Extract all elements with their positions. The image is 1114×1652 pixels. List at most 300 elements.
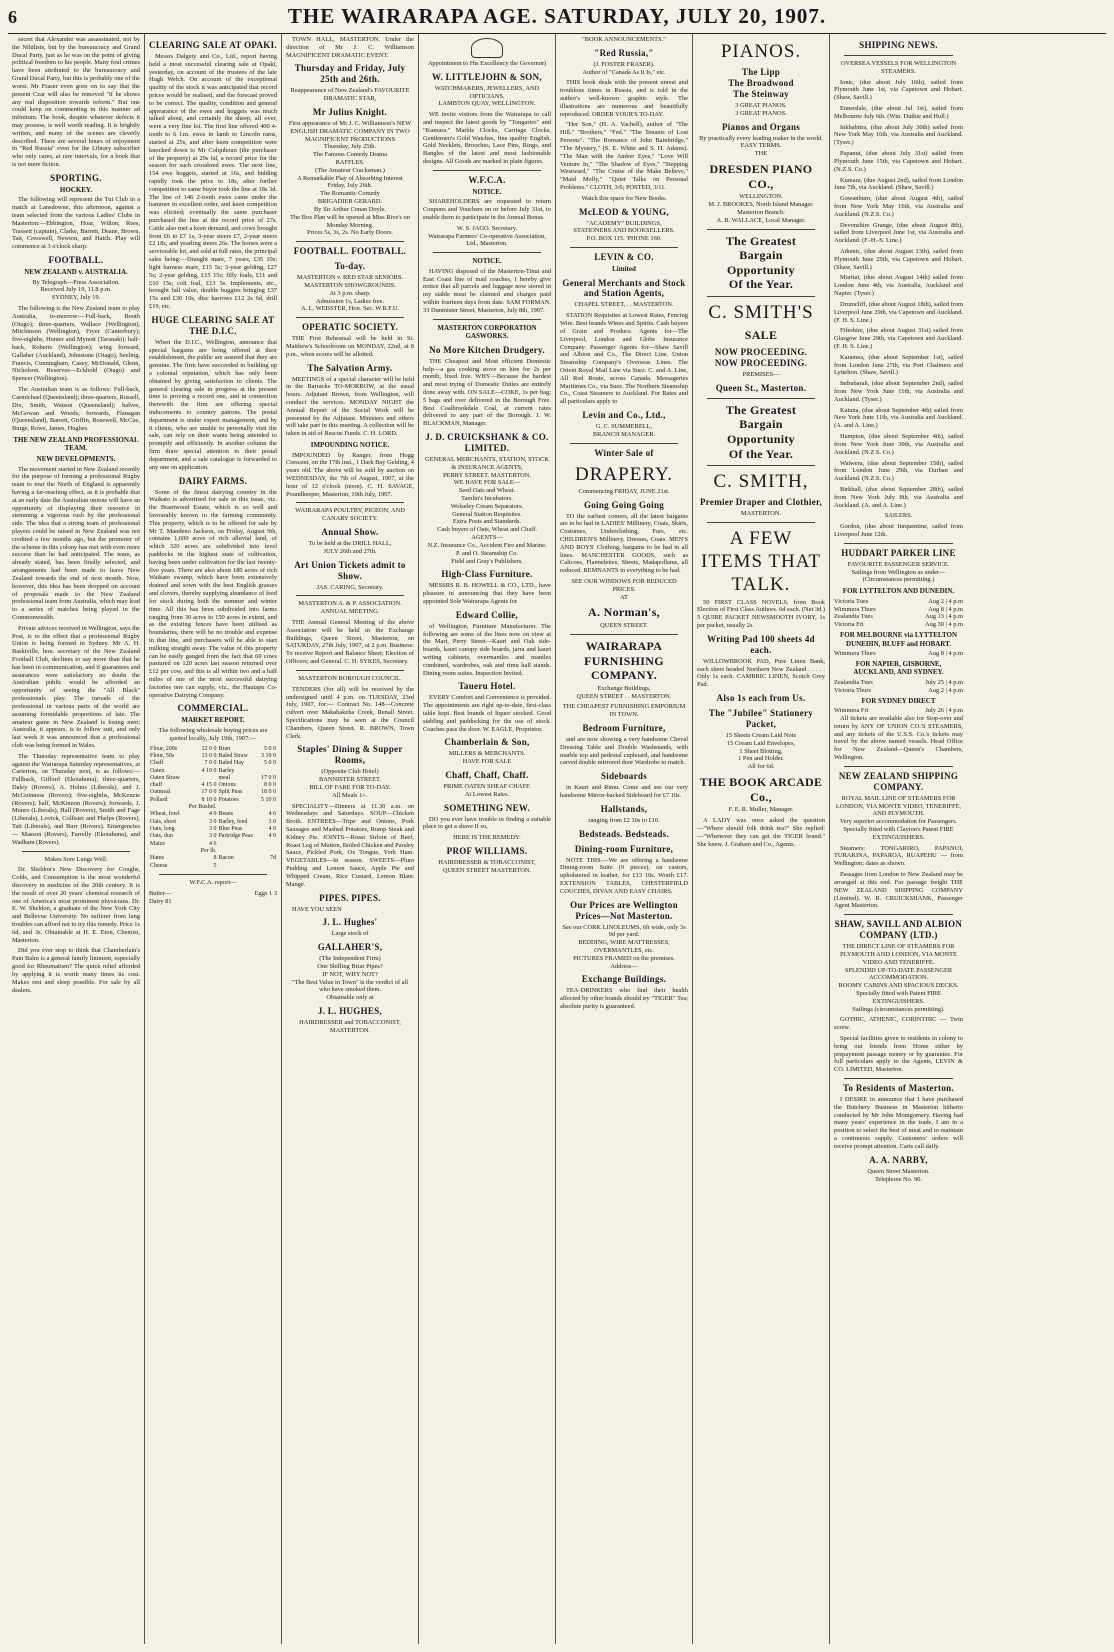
article-text: NOTE THIS.—We are offering a handsome Dining-room Suite (9 pieces), on castors, upholstered in leather, for £13 10s. Worth £17. EXTENSION TABLES, CHESTERFIELD COUCHES, DIVAN AND EASY CHAIRS.	[560, 856, 688, 895]
article-text: The following will represent the Tui Club in a match at Lansdowne, this afternoon, against a team selected from the various Ladies' Clubs in Masterton:—Ebbington, Hoar, Wilton, Rees, Trassett (captain), Clarke, Barrett, Deane, Brown, Tait, Cresswell, Newton, and Hatch. Play will commence at 3 o'clock sharp.	[12, 196, 140, 251]
headline: PIANOS.	[720, 41, 802, 62]
table-cell: Pollard	[150, 796, 168, 803]
subheading: NEW DEVELOPMENTS.	[36, 455, 116, 463]
table-cell: 5	[213, 862, 217, 869]
centered-text: MASTERTON.	[740, 510, 782, 518]
centered-text: SEE OUR WINDOWS FOR REDUCED PRICES. AT	[571, 578, 677, 601]
divider	[844, 766, 953, 767]
royal-crest-icon	[471, 38, 503, 58]
article-text: HAVE YOU SEEN	[292, 905, 342, 913]
subheading: MASTERTON CORPORATION GASWORKS.	[437, 323, 537, 341]
divider	[433, 319, 541, 320]
table-cell: 4 0	[268, 833, 276, 840]
listing-line	[834, 707, 963, 715]
listing-right: Aug 13 | 4 p.m	[924, 613, 963, 621]
table-cell: chaff	[150, 782, 163, 789]
table-cell: 3 10 0	[261, 752, 276, 759]
divider	[570, 443, 678, 444]
article-text: WILLOWBROOK PAD, Pure Linen Bank, each sheet headed Northern New Zealand . . . . . Only 1s each. CAMBRIC LINEN, Scotch Grey Pad.	[697, 657, 825, 689]
listing-line	[834, 606, 963, 614]
headline: COMMERCIAL.	[177, 703, 249, 714]
headline: A. Norman's,	[588, 605, 660, 620]
article-text: Ionic, (due about July 16th), sailed from Plymouth June 1st, via Capetown and Hobart. (Shaw, Savill.)	[834, 78, 963, 102]
subheading: NOTICE.	[472, 187, 502, 196]
listing-right: Aug 8 | 4 p.m	[928, 650, 963, 658]
headline: J. L. HUGHES,	[317, 1005, 383, 1016]
subheading: Limited	[612, 264, 636, 273]
article-text: HAVING disposed of the Masterton-Tinui and East Coast line of mail coaches, I hereby give notice that all parcels and luggage now stored in my stable must be claimed and charges paid within fourteen days from date. SAM FORMAN. 33 Dunmister Street, Masterton, July 8th, 1907.	[423, 267, 551, 314]
table-row	[149, 841, 277, 848]
centered-text: G. C. SUMMERELL, BRANCH MANAGER.	[592, 422, 656, 438]
table-cell	[217, 804, 258, 811]
table-cell	[258, 804, 277, 811]
table-row	[149, 753, 277, 760]
table-cell	[258, 841, 277, 848]
centered-text: Large stock of	[331, 930, 369, 938]
headline: The Greatest Bargain Opportunity Of the Year.	[725, 233, 797, 292]
table-row	[149, 789, 277, 796]
centered-text: W.F.C.A. report—	[189, 878, 237, 886]
table-cell: Partridge Peas	[218, 833, 253, 840]
table-row	[149, 848, 277, 855]
headline: The Salvation Army.	[307, 362, 393, 373]
centered-text: F. E. R. Muller, Manager.	[728, 806, 794, 814]
centered-text: W. S. JAGO. Secretary. Wairarapa Farmers' Co-operative Association, Ltd., Masterton.	[428, 224, 546, 248]
page-number: 6	[8, 7, 17, 27]
article-text: in Kauri and Rimu. Come and see our very handsome Mirror-backed Sideboard for £7 10s.	[560, 784, 688, 800]
article-text: Papanui, (due about July 31st) sailed from Plymouth June 15th, via Capetown and Hobart. (N.Z.S. Co.)	[834, 150, 963, 173]
headline: C. SMITH'S	[708, 302, 814, 324]
table-row	[149, 760, 277, 767]
article-text: I DESIRE to announce that I have purchased the Butchery Business in Masterton hitherto conducted by Mr John Montgomery. Having had many years' experience in the trade, I am in a position to select the best of meat and to maintain a continuous supply. Customers' orders will receive prompt attention. Carts call daily.	[834, 1096, 963, 1150]
centered-text: By Telegraph—Press Association. Received July 19, 11.8 p.m. SYDNEY, July 19.	[32, 278, 120, 302]
centered-text: ranging from £2 10s to £10.	[588, 816, 660, 824]
table-cell: meal	[218, 774, 231, 781]
table-cell: 4 6	[268, 811, 276, 818]
divider	[296, 241, 404, 242]
divider	[296, 595, 404, 596]
table-row	[149, 819, 277, 826]
headline: NOW PROCEEDING. NOW PROCEEDING.	[714, 346, 808, 368]
article-text: WE invite visitors from the Wairarapa to call and inspect the latest goods by "Tongariro" and "Kumara." Marble Clocks, Carriage Clocks, Gentlemen's Gold Watches, fine quality English. Gold Necklets, Brooches, Lace Pins, Rings, and Bangles of the latest and most fashionable designs. All Goods are marked in plain figures.	[423, 111, 551, 166]
centered-text: PRIME OATEN SHEAF CHAFF. At Lowest Rates.	[443, 783, 531, 798]
article-text: Steamers: TONGARIRO, PAPANUI, TURAKINA, PAPAROA, RUAPEHU — from Wellington; dates as shown.	[834, 844, 963, 868]
divider	[296, 502, 404, 503]
table-cell: Cheese	[150, 862, 168, 869]
headline: The Greatest Bargain Opportunity Of the Year.	[725, 402, 797, 461]
headline: DRESDEN PIANO CO.,	[709, 162, 813, 191]
headline: No More Kitchen Drudgery.	[429, 344, 545, 355]
listing-right: July 26 | 4 p.m	[925, 707, 963, 715]
article-text: STATION Requisites at Lowest Rates, Fencing Wire. Best brands Wines and Spirits. Cash buyers of Grain and Produce. Agents for—The Liverpool, London and Globe Insurance Company. Passenger Agents for—Shaw Savill and Albion and Co., The Direct Line. Union Steamship Company's Overseas Lines. The Orient Royal Mail Line via Suez. C. and A. Line, All Red Route, across Canada. Messageries Maritimes Co., via Suez. The Northern Steamship Co., Coast Steamers to Auckland. For Rates and all particulars apply to	[560, 312, 688, 406]
headline: Annual Show.	[321, 527, 379, 538]
table-cell: Maize	[150, 840, 165, 847]
article-text: secret that Alexander was assassinated, not by the Nihilists, but by the bureaucracy and Grand Ducal Party, just as he was on the point of giving political freedom to his people. Many foul crimes have been attributed to the bureaucracy and Grand Ducal Party, but this is probably one of the worst. Mr Fraser even goes on to say that the present Czar will also be removed "if he shows any real disposition towards reform." But one could keep on commenting in this manner ad infinitum. The book, despite whatever defects it may possess, is well worth reading. It is brightly written, and many of the scenes are cleverly described. There are several hours of enjoyment in "Red Russia" even for the Library subscriber who only cares, at rare intervals, for a book that is not mere fiction.	[12, 36, 140, 168]
listing-line	[834, 679, 963, 687]
table-cell: 18 0 0	[261, 789, 276, 796]
article-text: Dr. Sheldon's New Discovery for Coughs, Colds, and Consumption is the most wonderful discovery in medicine of the 20th century. It is the result of over 20 years' chemical research of one of America's most prominent physicians. Dr. E. W. Sheldon, a graduate of the New York City and Bellevue University. No sufferer from lung troubles can afford not to try this remedy. Price 1s 6d, and 3s. Obtainable at H. E. Eton, Chemist, Masterton.	[12, 866, 140, 944]
table-cell: Wheat, fowl	[150, 811, 180, 818]
centered-text: QUEEN STREET.	[600, 622, 648, 630]
headline: Thursday and Friday, July 25th and 26th.	[294, 63, 406, 85]
column-3	[282, 34, 419, 1644]
divider	[707, 465, 815, 466]
headline: GALLAHER'S,	[317, 942, 383, 953]
table-cell: Hams	[150, 855, 164, 862]
listing-right: Aug 2 | 4 p.m	[928, 597, 963, 605]
centered-text: See our CORK LINOLEUMS, 6ft wide, only 3s 9d per yard. BEDDING, WIRE MATTRESSES, OVERMANTLES, etc. PICTURES FRAMED on the premises. Address—	[562, 923, 686, 970]
listing-right: July 25 | 4 p.m	[925, 678, 963, 686]
table-cell: Onions	[218, 782, 236, 789]
listing-line	[834, 598, 963, 606]
divider	[844, 543, 953, 544]
listing-line	[149, 890, 277, 898]
headline: Also 1s each from Us.	[716, 693, 806, 704]
divider	[844, 914, 953, 915]
centered-text: HERE IS THE REMEDY:	[453, 834, 521, 842]
headline: Chaff, Chaff, Chaff.	[445, 770, 529, 781]
centered-text: OVERSEA VESSELS FOR WELLINGTON STEAMERS.	[840, 59, 957, 75]
centered-text: WELLINGTON. M. J. BROOKES, North Island Manager. Masterton Branch: A. B. WALLACE, Local Manager.	[708, 193, 814, 224]
divider	[707, 398, 815, 399]
table-cell	[184, 775, 217, 782]
headline: J. L. Hughes'	[322, 917, 378, 928]
headline: The Lipp The Broadwood The Steinway	[728, 67, 794, 100]
divider	[707, 296, 815, 297]
headline: Going Going Going	[583, 499, 665, 510]
table-cell	[217, 848, 258, 855]
centered-text: Reappearance of New Zealand's FAVOURITE DRAMATIC STAR,	[290, 87, 410, 103]
centered-text: FAVOURITE PASSENGER SERVICE. Sailings from Wellington as under—(Circumstances permitting.)	[847, 560, 950, 584]
table-row	[149, 833, 277, 840]
table-row	[149, 782, 277, 789]
centered-text: PREMISES—	[742, 370, 780, 378]
headline: C. SMITH,	[713, 471, 809, 493]
article-text: Private advices received in Wellington, says the Post, is to the effect that a professional Rugby Union is being formed in Sydney. Mr A. H. Baskiville, hon. secretary of the New Zealand Football Club, declines to say more than that he has been in communication, and if guarantees and assurances were satisfactory no doubt the Australian public would be afforded an opportunity of seeing the "All Black" professionals play. The inroads of the professional in various parts of the world are assuming formidable proportions of late. The amateur game in New Zealand is losing men; Australia, it appears, is to follow suit, and only last week it was announced that a professional club was being formed in Wales.	[12, 624, 140, 749]
article-text: Inkhabitra, (due about July 30th) sailed from New York May 16th, via Australia and Auckland. (Tyser.)	[834, 123, 963, 147]
article-text: Athenic, (due about August 13th), sailed from Plymouth June 29th, via Capetown and Hobart. (Shaw, Savill.)	[834, 248, 963, 271]
article-text: 50 FIRST CLASS NOVELS, from Book Election of First Class Authors. 6d each. (Net 3d.) 5 QUIRE PACKET NEWSMOOTH IVORY, 1s per packet, usually 2s.	[697, 598, 825, 630]
article-text: Did you ever stop to think that Chamberlain's Pain Balm is a general family liniment, especially good for Rheumatism? The quick relief afforded by applying it is worth many times its cost. Makes rest and sleep possible. For sale by all dealers.	[12, 947, 140, 994]
centered-text: MASTERTON BOROUGH COUNCIL.	[298, 674, 402, 682]
article-text: GOTHIC, ATHENIC, CORINTHIC — Twin screw.	[834, 1016, 963, 1032]
headline: Art Union Tickets admit to Show.	[294, 559, 406, 581]
headline: HUGE CLEARING SALE AT THE D.I.C.	[151, 314, 275, 336]
article-text: Indrabarah, (due about September 2nd), sailed from New York June 11th, via Australia and Auckland. (Tyser.)	[834, 380, 963, 403]
article-text: THE Annual General Meeting of the above Association will be held in the Exchange Buildings, Queen Street, Masterton, on SATURDAY, 27th July, 1907, at 2 p.m. Business: To receive Report and Balance Sheet; Election of Officers; and General. C. H. SYKES, Secretary.	[286, 619, 414, 666]
table-cell: Oaten Straw	[150, 774, 180, 781]
table-cell: Blue Peas	[218, 826, 243, 832]
headline: SHAW, SAVILL AND ALBION COMPANY (LTD.)	[834, 919, 963, 941]
masthead	[8, 4, 1106, 34]
table-cell: 4 0	[208, 811, 217, 818]
table-cell: 5 0 0	[264, 760, 276, 767]
column-7	[830, 34, 967, 1644]
article-text: THE First Rehearsal will be held in St. Matthew's Schoolroom on MONDAY, 22nd, at 8 p.m., when scores will be allotted.	[286, 335, 414, 358]
listing-line	[834, 687, 963, 695]
subheading: IMPOUNDING NOTICE.	[310, 441, 390, 450]
headline: Levin and Co., Ltd.,	[582, 410, 666, 420]
article-text: Special facilities given to residents in colony to bring out friends from Home either by prepayment passage money or by guarantee. For full particulars apply to the Agents, LEVIN & CO. LIMITED, Masterton.	[834, 1035, 963, 1074]
article-text: Messrs Dalgety and Co., Ltd., report having held a most successful clearing sale at Opaki, yesterday, on account of the trustees of the late Hugh Welch. On account of the exceptional quality of the stock it was anticipated that record prices would be realised, and the forecast proved to be correct. The quality, condition and general appearance of the ewes and hoggets was much talked about, and certainly the sheep, all over, were a very fine lot. The first line offered 400 4-tooth to 6 f.m. ewes in lamb to Lincoln rams, started at 25s, and after keen competition were knocked down to Mr Colquhoun (the purchaser of the property) at 29s 6d, a record price for the season for such crossbred ewes. The next line, 154 ewe hoggets, started at 16s, and bidding rapidly took the price to 18s, after further competition to same buyer took the line at 18s 3d. The line of 146 2-tooth ewes came under the hammer in excellent order, and keen competition was elicited; eventually the same purchaser purchased the line at the record price of 27s. Cattle also met a keen demand, and cows brought from £6 to £7 1s, 3-year steers £7, 2-year steers £2 18s, and yearling steers 26s. The horses were a serviceable lot, and sold at full rates, the principal sales being:—Draught mare, 7 years, £35 10s; light harness mare, £15 5s; 3-year gelding, £27 5s; 2-year gelding, £15 15s; filly foals, £11 and £10 15s; colt foal, £13 5s. Implements, etc., brought full value, double buggies bringing £37 15s and £30 10s, disc harrows £12 2s 6d, drill £19, etc.	[149, 52, 277, 310]
centered-text: 3 GREAT PIANOS. 3 GREAT PIANOS.	[735, 102, 787, 117]
centered-text: JAS. CARING, Secretary.	[316, 583, 384, 591]
article-text: Birkhall, (due about September 28th), sailed from New York July 8th, via Australia and Auckland. (A. and A. Line.)	[834, 485, 963, 509]
divider	[296, 317, 404, 318]
table-cell: Chaff	[150, 760, 164, 767]
divider	[296, 670, 404, 671]
article-text: SHAREHOLDERS are requested to return Coupons and Vouchers on or before July 31st, to enable them to participate in the Annual Bonus.	[423, 198, 551, 222]
article-text: TEA-DRINKERS who find their health affected by other brands should try "TIGER" Tea; absolute purity is guaranteed.	[560, 987, 688, 1011]
table-cell: 17 0 0	[261, 774, 276, 781]
column-1	[8, 34, 145, 1644]
headline: Queen St., Masterton.	[715, 382, 807, 393]
article-text: Waiwera, (due about September 15th), sailed from London June 29th, via Durban and Auckland. (N.Z.S. Co.)	[834, 459, 963, 483]
divider	[159, 874, 267, 875]
headline: Dining-room Furniture,	[574, 843, 674, 854]
centered-text: Appointment to His Excellency the Governor)	[427, 60, 547, 67]
table-cell: 4 15 0	[201, 782, 217, 789]
article-text: A LADY was once asked the question—"Where should folk drink tea?" She replied:—"Whenever they can get the TIGER brand." She knew. J. Graham and Co., Agents.	[697, 817, 825, 848]
listing-right: Aug 30 | 4 p.m	[924, 621, 963, 629]
table-row	[149, 797, 277, 804]
headline: SHIPPING NEWS.	[859, 40, 938, 50]
table-cell: 8	[213, 855, 217, 862]
centered-text: ROYAL MAIL LINE OF STEAMERS FOR LONDON, VIA MONTE VIDEO, TENERIFFE, AND PLYMOUTH. Very superior accommodation for Passengers. Specially fitted with Clayton's Patent FIRE EXTINGUISHERS.	[835, 794, 962, 841]
headline: The "Jubilee" Stationery Packet,	[708, 708, 814, 729]
column-2	[145, 34, 282, 1644]
table-cell: 5 0 0	[264, 745, 276, 752]
subheading: NEW ZEALAND v. AUSTRALIA.	[24, 267, 128, 276]
centered-text: Makes Sore Lungs Well.	[44, 855, 108, 863]
listing-left: Wimmera Thurs	[834, 650, 876, 658]
listing-line	[834, 613, 963, 621]
headline: Taueru Hotel.	[458, 681, 516, 692]
headline: LEVIN & CO.	[594, 252, 654, 262]
article-text: Karamea, (due about September 1st), sailed from London June 27th, via Port Chalmers and Lyttelton. (Shaw, Savill.)	[834, 353, 963, 377]
table-cell: Oats, dun	[150, 833, 173, 840]
table-cell: Potatoes	[218, 796, 239, 803]
listing-right: Eggs 1 3	[254, 889, 277, 897]
table-cell: 8 10 0	[201, 796, 217, 803]
centered-text: HAIRDRESSER & TOBACCONIST, QUEEN STREET MASTERTON.	[438, 859, 536, 874]
article-text: Devonshire Grange, (due about August 8th), sailed from Liverpool June 1st, via Australia and Auckland. (F.-H.-S. Line.)	[834, 221, 963, 245]
table-cell: 7 0 0	[204, 760, 217, 767]
headline: PROF WILLIAMS.	[446, 846, 528, 857]
centered-text: Commencing FRIDAY, JUNE 21st.	[578, 487, 670, 495]
article-text: The Thursday representative team to play against the Wairarapa Saturday representatives, at Carterton, on Thursday next, is as follows:—Fullback, Gifford (Ekotahuna); three-quarters, Daley (Rovers), A. Holms (Liberals), and J. McGuinness (Rovers); five-eighths, McKenzie (Rovers); half, McKinnon (Rovers); forwards, J. Munro (Liberals), Hall (Rovers), Smith and Fage (Liberals), Lovick, Collister and Phelps (Rovers), Tait (Liberals), and Burr (Rovers). Emergencies — Masson (Rovers), Farrelly (Ekotahuna), and Wadham (Rovers).	[12, 752, 140, 846]
centered-text: WAIRARAPA POULTRY, PIGEON, AND CANARY SOCIETY.	[295, 507, 405, 523]
headline: DRAPERY.	[575, 463, 673, 485]
article-text: TO the earliest comers, all the latest bargains are to be had in LADIES' Millinery, Coats, Skirts, Costumes, Underclothing, Furs, etc. CHILDREN'S Millinery, Dresses, Coats. MEN'S AND BOYS' Clothing, bargains to be had in all lines. MANCHESTER GOODS, such as Calicoes, Flannelettes, Sheets, Madapollams, all reduced. REMNANTS in everything to be had.	[560, 512, 688, 575]
divider	[570, 634, 678, 635]
table-row	[149, 768, 277, 775]
column-5	[556, 34, 693, 1644]
headline: Staples' Dining & Supper Rooms,	[297, 744, 403, 766]
table-cell: Beans	[218, 811, 234, 818]
headline: A. A. NARBY,	[869, 1154, 928, 1165]
centered-text: THE CHEAPEST FURNISHING EMPORIUM IN TOWN.	[562, 703, 686, 719]
article-text: Fifeshire, (due about August 31st) sailed from Glasgow June 29th, via Capetown and Auckland. (F. H. S. Line.)	[834, 327, 963, 350]
article-text: IMPOUNDED by Ranger, from Hogg Crescent, on the 17th inst., 1 Dark Bay Gelding, 4 years old. The above will be sold by auction on WEDNESDAY, the 7th of August, 1907, at the hour of 12 o'clock (noon). C. H. SAVAGE, Poundkeeper, Masterton, 19th July, 1907.	[286, 451, 414, 498]
article-text: When the D.I.C., Wellington, announce that special bargains are being offered at their establishment, the public are assured that they are genuine. The firm have succeeded in building up a colonial reputation, which has only been obtained by giving satisfaction to clients. The general clearing sale in progress at the present time is proving a record one, and in connection therewith the firm are offering special inducements to country patrons. The postal department is under expert management, and by it clients, who are unable to personally visit the sale, can rely on their wants being attended to promptly and efficiently. In another column the firm draw special attention to their postal department, and a sale catalogue is forwarded to any one on application.	[149, 338, 277, 471]
table-row	[149, 855, 277, 862]
table-cell: 3 0	[208, 826, 217, 832]
listing-left: Zealandia Tues	[834, 613, 873, 621]
headline: To-day.	[334, 261, 366, 272]
article-text: TOWN HALL, MASTERTON. Under the direction of Mr J. C. Williamson MAGNIFICENT DRAMATIC EVENT.	[286, 36, 414, 59]
headline: SPORTING.	[50, 172, 102, 183]
table-cell: Baled Hay	[218, 760, 244, 767]
listing-left: Victoria Tues	[834, 597, 869, 605]
subheading: NOTICE.	[472, 257, 502, 266]
subheading: MARKET REPORT.	[181, 716, 245, 725]
newspaper-title: THE WAIRARAPA AGE. SATURDAY, JULY 20, 1907.	[287, 4, 827, 28]
subheading: FOR SYDNEY DIRECT	[861, 696, 936, 705]
listing-left: Victoria Thurs	[834, 686, 871, 694]
table-cell: 13 0 0	[201, 752, 217, 759]
table-cell: Per Bushel.	[188, 804, 217, 811]
table-cell: 3 0	[208, 818, 217, 825]
centered-text: Exchange Buildings, QUEEN STREET . . MASTERTON.	[576, 684, 672, 700]
listing-line	[834, 621, 963, 629]
headline: Premier Draper and Clothier,	[699, 497, 823, 508]
listing-left: Victoria Fri	[834, 621, 864, 629]
subheading: FOR NAPIER, GISBORNE, AUCKLAND, AND SYDNEY.	[853, 659, 944, 677]
table-row	[149, 775, 277, 782]
headline: CLEARING SALE AT OPAKI.	[149, 40, 277, 50]
listing-left: Butter—	[149, 889, 172, 897]
table-row	[149, 746, 277, 753]
headline: A FEW ITEMS THAT TALK.	[701, 528, 821, 596]
listing-left: Dairy 81	[149, 897, 172, 905]
headline: Hallstands,	[600, 803, 648, 814]
divider	[570, 247, 678, 248]
centered-text: Queen Street Masterton. Telephone No. 90.	[867, 1167, 930, 1183]
table-cell: 3 0	[208, 833, 217, 840]
table-cell	[217, 863, 258, 870]
centered-text: (Opposite Club Hotel) BANNISTER STREET. BILL OF FARE FOR TO-DAY. All Meals 1/-.	[309, 768, 391, 799]
headline: WAIRARAPA FURNISHING COMPANY.	[584, 638, 664, 683]
article-text: DO you ever have trouble in finding a suitable place to get a shave If so,	[423, 815, 551, 831]
headline: Bedsteads. Bedsteads.	[578, 828, 670, 839]
headline: SOMETHING NEW.	[444, 802, 530, 813]
subheading: HOCKEY.	[59, 185, 93, 194]
article-text: THIS book deals with the present unrest and troublous times in Russia, and is told in the author's well-known graphic style. The illustrations are numerous and beautifully reproduced. ORDER YOUR'S TO-DAY.	[560, 79, 688, 118]
article-text: EVERY Comfort and Convenience is provided. The appointments are right up-to-date, first-class table kept. Best brands of liquor stocked. Good stabling and paddocking for the use of stock. Coaches pass the door. W. EAGLE, Proprietor.	[423, 694, 551, 733]
subheading: FOR LYTTELTON AND DUNEDIN.	[842, 587, 955, 596]
centered-text: By practically every leading maker in the world. EASY TERMS. THE	[699, 134, 823, 158]
centered-text: First appearance of Mr J. C. Williamson's NEW ENGLISH DRAMATIC COMPANY IN TWO MAGNIFICENT PRODUCTIONS Thursday, July 25th. The Famous Comedy Drama RAFFLES. (The Amateur Cracksman.) A Remarkable Play of Absorbing Interest Friday, July 26th. The Romantic Comedy BRIGADIER GERARD. By Sir Arthur Conan Doyle. The Box Plan will be opened at Miss Rive's on Monday Morning. Prices 5s, 3s, 2s. No Early Doors.	[288, 119, 412, 237]
article-text: Gowanburn, (due about August 4th), sailed from New York May 16th, via Australia and Auckland. (N.Z.S. Co.)	[834, 195, 963, 218]
table-cell	[258, 768, 277, 775]
table-cell	[258, 848, 277, 855]
table-row	[149, 863, 277, 870]
article-text: The Australian team is as follows: Full-back, Carmichael (Queensland); three-quarters, Russell, Dix, Smith, Watson (Queensland); halves, McGowan and Woods; forwards, Flanagan (Queensland), Barrett, Griffin, Rosewell, McCue, Burge, Rowe, James, Hughes.	[12, 386, 140, 433]
table-cell: 8 0 0	[264, 782, 276, 789]
table-cell	[217, 841, 258, 848]
article-text: Hampton, (due about September 4th), sailed from New York June 30th, via Australia and Auckland. (N.Z.S. Co.)	[834, 433, 963, 456]
article-text: Muritai, (due about August 14th) sailed from London June 4th, via Australia, Auckland and Napier. (Tyser.)	[834, 274, 963, 298]
article-text: MESSRS R. B. HOWELL & CO., LTD., have pleasure in announcing that they have been appointed Sole Wairarapa Agents for	[423, 582, 551, 605]
table-cell: 7d	[270, 855, 276, 862]
headline: NEW ZEALAND SHIPPING COMPANY.	[838, 770, 959, 792]
table-cell: Bran	[218, 745, 231, 752]
table-cell: Oatmeal	[150, 789, 171, 796]
headline: Mr Julius Knight.	[312, 107, 388, 117]
table-cell: 4 10 0	[201, 767, 217, 774]
subheading: FOR MELBOURNE via LYTTELTON DUNEDIN, BLUFF and HOBART.	[839, 631, 958, 648]
columns	[8, 34, 1106, 1644]
headline: McLEOD & YOUNG,	[579, 206, 669, 217]
centered-text: WATCHMAKERS, JEWELLERS, AND OPTICIANS. LAMBTON QUAY, WELLINGTON.	[434, 84, 540, 108]
table-cell: Per lb.	[200, 847, 217, 854]
article-text: SPECIALITY—Dinners at 11.30 a.m. on Wednesdays and Saturdays. SOUP—Chicken Broth. ENTREES—Tripe and Onions, Pork Sausages and Mashed Potatoes, Rump Steak and Kidney Pie. JOINTS—Roast Sirloin of Beef, Roast Leg of Mutton, Boiled Chicken and Parsley Sauce, Pickled Pork, Ox Tongue, York Ham. VEGETABLES—In season. SWEETS—Plum Pudding and Lemon Sauce, Apple Pie and Whipped Cream, Rice Custard, Lemon Blanc Mange.	[286, 802, 414, 888]
headline: Bedroom Furniture,	[582, 723, 666, 734]
table-cell: Oats, short	[150, 818, 176, 825]
table-cell: 5 10 0	[261, 796, 276, 803]
centered-text: CHAPEL STREET, . . MASTERTON.	[574, 301, 674, 309]
article-text: Drumcliff, (due about August 18th), sailed from Liverpool June 29th, via Capetown and Auckland. (F. H. S. Line.)	[834, 300, 963, 324]
listing-line	[149, 898, 277, 906]
divider	[844, 1078, 953, 1079]
table-row	[149, 811, 277, 818]
table-cell: Oats, long	[150, 826, 175, 832]
centered-text: MASTERTON v. RED STAR SENIORS. MASTERTON SHOWGROUNDS. At 3 p.m. sharp. Admission 1s, Ladies free. A. L. WEBSTER, Hon. Sec. W.R.F.U.	[296, 274, 404, 313]
article-text: All tickets are available also for Stop-over and return by ANY OF UNION CO.'S STEAMERS, and any tickets of the U.S.S. Co.'s tickets may travel by the above named vessels. Head Office for New Zealand—Queen's Chambers, Wellington.	[834, 714, 963, 761]
centered-text: (The Independent Firm) One Shilling Briar Pipes? IF NOT, WHY NOT? "The Best Value in Town" is the verdict of all who have smoked them. Obtainable only at	[291, 955, 409, 1002]
listing-left: Zealandia Tues	[834, 678, 873, 686]
table-cell	[149, 848, 184, 855]
table-cell: Oaten	[150, 767, 165, 774]
article-text: of Wellington, Furniture Manufacturer. The following are some of the lines now on view at the Mart, Perry Street—Kauri and Oak side-boards, kauri canopy side boards, jarra and kauri writing cabinets, overmantles and mantles combined, wardrobes, oak and rimu hall stands. Dining room suites. Inspection Invited.	[423, 622, 551, 677]
article-text: Ennerdale, (due about Jul 1st), sailed from Melbourne July 6th. (Wm. Duthie and Hull.)	[834, 105, 963, 120]
centered-text: HAIRDRESSER and TOBACCONIST, MASTERTON.	[299, 1018, 401, 1034]
headline: THE BOOK ARCADE Co.,	[699, 775, 823, 804]
article-text: and are now showing a very handsome Cheval Dressing Table and Double Washstands, with marble top and pedestal cupboard, and handsome carved double mirrored door Wardrobe to match.	[560, 735, 688, 767]
headline: Chamberlain & Son,	[444, 737, 530, 748]
divider	[844, 55, 953, 56]
table-cell: Baled Straw	[218, 752, 248, 759]
table-cell: Split Peas	[218, 789, 243, 796]
headline: Edward Collie,	[455, 609, 519, 620]
listing-left: Wimmera Fri	[834, 707, 869, 715]
table-cell: 12 0 0	[201, 745, 217, 752]
table-cell	[258, 863, 277, 870]
centered-text: "ACADEMY" BUILDINGS, STATIONERS AND BOOKSELLERS. P.O. BOX 115. 'PHONE 160.	[573, 219, 675, 243]
subheading: THE NEW ZEALAND PROFESSIONAL TEAM.	[13, 435, 139, 453]
divider	[433, 170, 541, 171]
divider	[22, 851, 130, 852]
headline: "Red Russia,"	[594, 47, 654, 58]
table-cell: Flour, 200s	[150, 745, 178, 752]
centered-text: GENERAL MERCHANTS, STATION, STOCK & INSURANCE AGENTS, PERRY STREET. MASTERTON. WE HAVE FOR SALE— Seed Oats and Wheat. Tamlin's Incubators. Wolseley Cream Separators. General Station Requisites. Extra Posts and Standards. Cash buyers of Oats, Wheat and Chaff. AGENTS— N.Z. Insurance Co., Accident Fire and Marine. P. and O. Steamship Co. Field and Gray's Publishers.	[425, 455, 549, 565]
centered-text: 15 Sheets Cream Laid Note 15 Cream Laid Envelopes, 1 Sheet Blotting, 1 Pen and Holder. All for 6d.	[725, 731, 797, 771]
centered-text: MILLERS & MERCHANTS. HAVE FOR SALE	[448, 750, 526, 766]
article-text: Gordon, (due about Inrquentine, sailed from Liverpool June 12th.	[834, 523, 963, 539]
headline: Pianos and Organs	[721, 121, 801, 132]
table-cell: 17 0 0	[201, 789, 217, 796]
divider	[433, 252, 541, 253]
headline: PIPES. PIPES.	[319, 892, 381, 903]
headline: FOOTBALL. FOOTBALL.	[293, 246, 407, 257]
headline: W. LITTLEJOHN & SON,	[432, 71, 542, 82]
headline: J. D. CRUICKSHANK & CO. LIMITED.	[425, 432, 549, 453]
article-text: Kumara, (due August 2nd), sailed from London June 7th, via Auckland. (Shaw, Savill.)	[834, 176, 963, 192]
centered-text: To be held at the DRILL HALL, JULY 26th and 27th.	[308, 540, 392, 555]
market-report-table	[149, 746, 277, 870]
listing-right: Aug 2 | 4 p.m	[928, 686, 963, 694]
